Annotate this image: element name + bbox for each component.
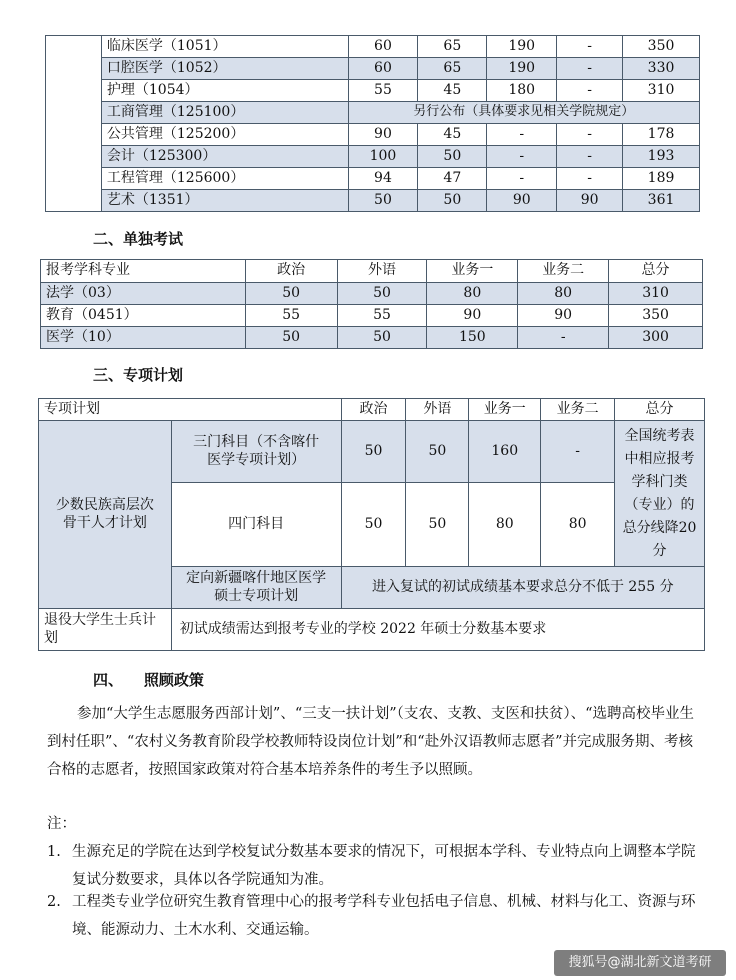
subject-name: 临床医学（1051） [101,36,348,58]
subject-name: 艺术（1351） [101,190,348,212]
column-header: 政治 [245,260,337,283]
column-header: 总分 [615,399,705,421]
column-header: 总分 [609,260,703,283]
score-cell: 350 [623,36,700,58]
column-header: 业务二 [541,399,615,421]
score-cell: 190 [487,36,557,58]
subject-name: 工程管理（125600） [101,168,348,190]
score-cell: - [557,146,623,168]
plan-type: 三门科目（不含喀什医学专项计划） [171,421,341,483]
score-cell: 60 [348,36,418,58]
score-cell: 55 [245,305,337,327]
group-minority-plan: 少数民族高层次骨干人才计划 [39,421,172,609]
score-cell: 60 [348,58,418,80]
subject-name: 教育（0451） [41,305,246,327]
score-cell: 300 [609,327,703,349]
watermark: 搜狐号@湖北新文道考研 [554,950,726,976]
plan-type: 四门科目 [171,483,341,567]
score-cell: 90 [427,305,518,327]
score-cell: 50 [337,283,427,305]
score-cell: - [557,124,623,146]
announcement-cell: 另行公布（具体要求见相关学院规定） [348,102,699,124]
note-number: 1. [47,844,61,860]
score-cell: - [487,124,557,146]
score-cell: - [557,36,623,58]
score-cell: 50 [341,421,406,483]
section-heading-special-plan: 三、专项计划 [93,366,184,384]
subject-name: 法学（03） [41,283,246,305]
table-professional-degree [45,35,700,212]
score-cell: 150 [427,327,518,349]
total-score-note: 全国统考表中相应报考学科门类（专业）的总分线降20分 [615,421,705,567]
score-cell: 50 [406,483,469,567]
score-cell: 193 [623,146,700,168]
score-cell: 189 [623,168,700,190]
score-cell: 65 [418,58,487,80]
score-cell: 50 [245,283,337,305]
note-text: 生源充足的学院在达到学校复试分数基本要求的情况下，可根据本学科、专业特点向上调整本学院复试分数要求，具体以各学院通知为准。 [72,844,696,888]
score-cell: 50 [348,190,418,212]
note-number: 2. [47,894,61,910]
column-header: 业务二 [518,260,609,283]
score-cell: 94 [348,168,418,190]
subject-name: 工商管理（125100） [101,102,348,124]
score-cell: 180 [487,80,557,102]
score-cell: 178 [623,124,700,146]
score-cell: 90 [487,190,557,212]
merged-category-cell [46,36,102,212]
score-cell: 310 [609,283,703,305]
score-cell: 50 [418,190,487,212]
column-header: 业务一 [427,260,518,283]
score-cell: - [557,58,623,80]
score-cell: 47 [418,168,487,190]
subject-name: 口腔医学（1052） [101,58,348,80]
score-cell: - [557,168,623,190]
column-header: 报考学科专业 [41,260,246,283]
score-cell: 55 [348,80,418,102]
requirement-note: 进入复试的初试成绩基本要求总分不低于 255 分 [341,567,704,609]
score-cell: 45 [418,80,487,102]
column-header: 专项计划 [39,399,342,421]
score-cell: 55 [337,305,427,327]
note-text: 工程类专业学位研究生教育管理中心的报考学科专业包括电子信息、机械、材料与化工、资源与环境、能源动力、土木水利、交通运输。 [72,894,696,938]
subject-name: 医学（10） [41,327,246,349]
score-cell: 80 [469,483,541,567]
table-independent-exam [40,259,703,349]
column-header: 政治 [341,399,406,421]
score-cell: 50 [341,483,406,567]
policy-paragraph: 参加“大学生志愿服务西部计划”、“三支一扶计划”（支农、支教、支医和扶贫）、“选聘高校毕业生到村任职”、“农村义务教育阶段学校教师特设岗位计划”和“赴外汉语教师志愿者”并完成服务期、考核合格的志愿者，按照国家政策对符合基本培养条件的考生予以照顾。 [47,706,695,778]
score-cell: - [557,80,623,102]
score-cell: 50 [418,146,487,168]
score-cell: - [487,146,557,168]
score-cell: 330 [623,58,700,80]
score-cell: 361 [623,190,700,212]
score-cell: 350 [609,305,703,327]
score-cell: - [487,168,557,190]
score-cell: 100 [348,146,418,168]
score-cell: 50 [337,327,427,349]
score-cell: 50 [245,327,337,349]
score-cell: 310 [623,80,700,102]
score-cell: 50 [406,421,469,483]
subject-name: 护理（1054） [101,80,348,102]
score-cell: 80 [541,483,615,567]
score-cell: 65 [418,36,487,58]
score-cell: 190 [487,58,557,80]
subject-name: 会计（125300） [101,146,348,168]
score-cell: - [518,327,609,349]
score-cell: 90 [518,305,609,327]
column-header: 业务一 [469,399,541,421]
column-header: 外语 [406,399,469,421]
table-special-plan [38,398,705,651]
column-header: 外语 [337,260,427,283]
group-veteran-plan: 退役大学生士兵计划 [39,609,172,651]
requirement-note: 初试成绩需达到报考专业的学校 2022 年硕士分数基本要求 [171,609,704,651]
score-cell: 90 [557,190,623,212]
subject-name: 公共管理（125200） [101,124,348,146]
section-heading-independent-exam: 二、单独考试 [93,230,184,248]
score-cell: 80 [427,283,518,305]
plan-type: 定向新疆喀什地区医学硕士专项计划 [171,567,341,609]
score-cell: 80 [518,283,609,305]
score-cell: - [541,421,615,483]
notes-label: 注： [47,816,76,832]
score-cell: 160 [469,421,541,483]
score-cell: 45 [418,124,487,146]
score-cell: 90 [348,124,418,146]
section-heading-care-policy: 四、 照顾政策 [93,671,204,689]
